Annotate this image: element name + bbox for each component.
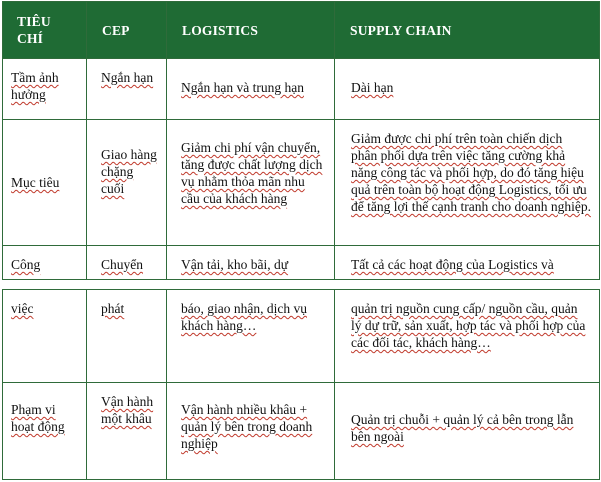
cep-value: Vận hành một khâu: [101, 394, 154, 426]
table-row: [3, 59, 600, 120]
supply-chain-value: quản trị nguồn cung cấp/ nguồn cầu, quản lý dự trữ, sản xuất, hợp tác và phối hợp của các đối tác, khách hàng…: [351, 301, 586, 350]
header-cep: CEP: [87, 2, 167, 59]
header-supply-chain: SUPPLY CHAIN: [335, 2, 600, 59]
supply-chain-value: Giảm được chi phí trên toàn chiến dịch phân phối dựa trên việc tăng cường khả năng công tác và phối hợp, do đó tăng hiệu quả trên toàn bộ hoạt động Logistics, tối ưu để tăng lợi thế cạnh tranh cho doanh nghiệp.: [351, 131, 591, 214]
comparison-table-bottom: [2, 289, 600, 480]
header-logistics: LOGISTICS: [167, 2, 335, 59]
row-label-cong-viec-cont: việc: [11, 301, 34, 316]
comparison-table-top: [2, 1, 600, 280]
table-row: [3, 383, 600, 480]
supply-chain-value: Dài hạn: [351, 80, 394, 95]
row-label-cong-viec: Công: [11, 257, 41, 272]
logistics-value: Giảm chi phí vận chuyển, tăng được chất lượng dịch vụ nhằm thỏa mãn nhu cầu của khách hàng: [181, 140, 323, 206]
supply-chain-value: Quản trị chuỗi + quản lý cả bên trong lẫn bên ngoài: [351, 412, 574, 444]
cep-value: Giao hàng chặng cuối: [101, 147, 157, 196]
logistics-value: báo, giao nhận, dịch vụ khách hàng…: [181, 301, 307, 333]
table-row: [3, 246, 600, 280]
table-row: [3, 120, 600, 246]
cep-value: Chuyển: [101, 257, 143, 272]
row-label-muc-tieu: Mục tiêu: [11, 175, 60, 190]
logistics-value: Ngắn hạn và trung hạn: [181, 80, 304, 95]
row-label-tam-anh-huong: Tầm ảnh hưởng: [11, 70, 59, 102]
row-label-pham-vi-hoat-dong: Phạm vi hoạt động: [11, 402, 65, 434]
supply-chain-value: Tất cả các hoạt động của Logistics và: [351, 257, 554, 272]
header-row: [3, 2, 600, 59]
cep-value: Ngắn hạn: [101, 70, 154, 85]
logistics-value: Vận hành nhiều khâu + quản lý bên trong doanh nghiệp: [181, 402, 313, 451]
table-row: [3, 290, 600, 383]
header-tieu-chi: TIÊU CHÍ: [3, 2, 87, 59]
logistics-value: Vận tải, kho bãi, dự: [181, 257, 289, 272]
cep-value: phát: [101, 301, 125, 316]
